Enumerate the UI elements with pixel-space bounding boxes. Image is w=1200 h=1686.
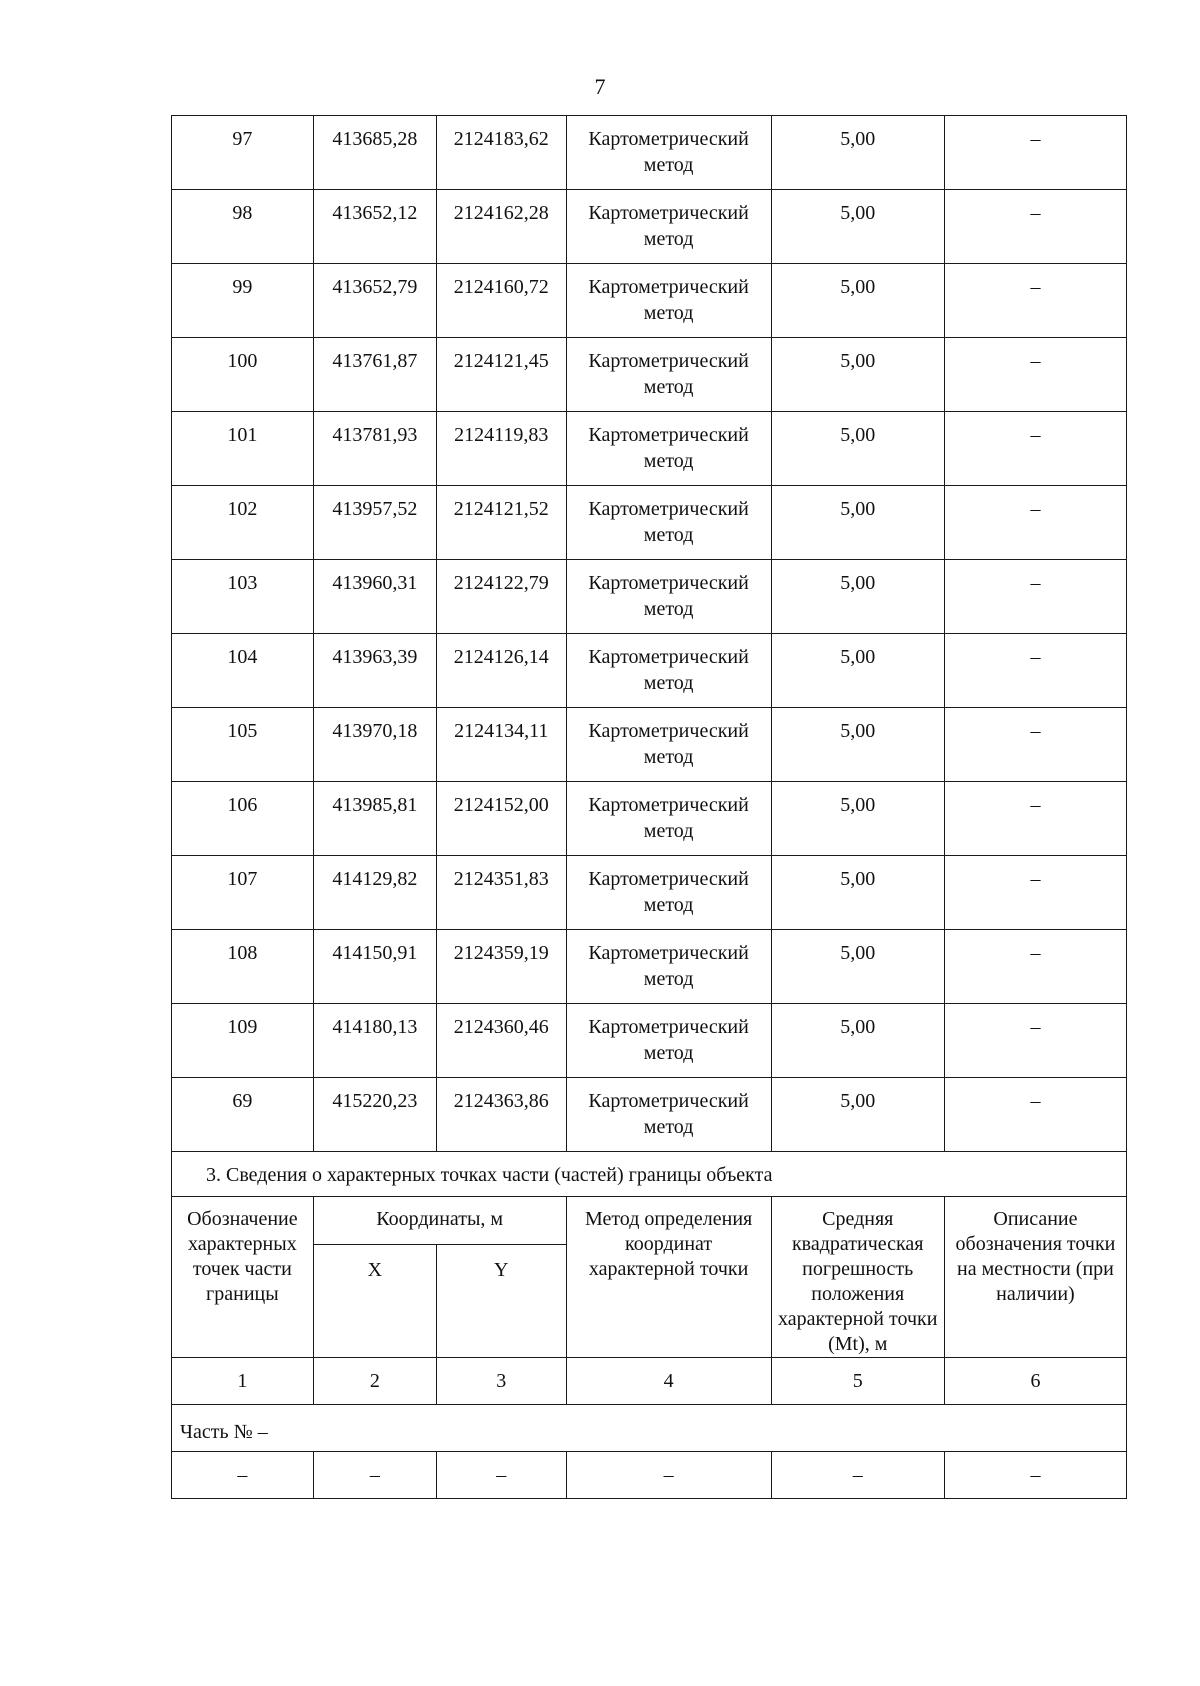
coordinate-x-cell: 415220,23 xyxy=(313,1078,436,1152)
description-cell: – xyxy=(944,486,1126,560)
table-row xyxy=(172,930,1127,1004)
method-cell: Картометрический метод xyxy=(566,264,771,338)
section3-header-row xyxy=(172,1197,1127,1245)
method-cell: Картометрический метод xyxy=(566,708,771,782)
description-cell: – xyxy=(944,412,1126,486)
coordinate-x-cell: 414129,82 xyxy=(313,856,436,930)
page-number: 7 xyxy=(594,74,606,99)
point-id-cell: 106 xyxy=(172,782,314,856)
description-cell: – xyxy=(944,856,1126,930)
empty-cell: – xyxy=(436,1452,566,1499)
accuracy-cell: 5,00 xyxy=(771,560,944,634)
accuracy-cell: 5,00 xyxy=(771,634,944,708)
coordinate-x-cell: 413970,18 xyxy=(313,708,436,782)
coordinate-y-cell: 2124183,62 xyxy=(436,116,566,190)
table-row xyxy=(172,486,1127,560)
point-id-cell: 107 xyxy=(172,856,314,930)
point-id-cell: 108 xyxy=(172,930,314,1004)
accuracy-cell: 5,00 xyxy=(771,116,944,190)
coordinate-y-cell: 2124122,79 xyxy=(436,560,566,634)
table-row xyxy=(172,782,1127,856)
header-method: Метод определения координат характерной точки xyxy=(566,1197,771,1358)
description-cell: – xyxy=(944,190,1126,264)
empty-data-row xyxy=(172,1452,1127,1499)
method-cell: Картометрический метод xyxy=(566,486,771,560)
method-cell: Картометрический метод xyxy=(566,1078,771,1152)
points-table-body xyxy=(172,116,1127,1152)
coordinate-y-cell: 2124126,14 xyxy=(436,634,566,708)
point-id-cell: 97 xyxy=(172,116,314,190)
coordinate-y-cell: 2124162,28 xyxy=(436,190,566,264)
description-cell: – xyxy=(944,708,1126,782)
column-number: 2 xyxy=(313,1358,436,1405)
section3-title: 3. Сведения о характерных точках части (частей) границы объекта xyxy=(172,1152,1127,1197)
table-row xyxy=(172,856,1127,930)
point-id-cell: 104 xyxy=(172,634,314,708)
description-cell: – xyxy=(944,782,1126,856)
point-id-cell: 103 xyxy=(172,560,314,634)
method-cell: Картометрический метод xyxy=(566,560,771,634)
accuracy-cell: 5,00 xyxy=(771,1078,944,1152)
description-cell: – xyxy=(944,338,1126,412)
accuracy-cell: 5,00 xyxy=(771,412,944,486)
accuracy-cell: 5,00 xyxy=(771,708,944,782)
coordinate-x-cell: 413960,31 xyxy=(313,560,436,634)
table-row xyxy=(172,264,1127,338)
coordinate-x-cell: 413685,28 xyxy=(313,116,436,190)
column-number: 1 xyxy=(172,1358,314,1405)
empty-cell: – xyxy=(172,1452,314,1499)
header-coordinates: Координаты, м xyxy=(313,1197,566,1245)
coordinate-y-cell: 2124152,00 xyxy=(436,782,566,856)
column-number: 4 xyxy=(566,1358,771,1405)
table-row xyxy=(172,1078,1127,1152)
coordinate-y-cell: 2124359,19 xyxy=(436,930,566,1004)
method-cell: Картометрический метод xyxy=(566,930,771,1004)
point-id-cell: 99 xyxy=(172,264,314,338)
accuracy-cell: 5,00 xyxy=(771,486,944,560)
description-cell: – xyxy=(944,1078,1126,1152)
description-cell: – xyxy=(944,1004,1126,1078)
empty-cell: – xyxy=(313,1452,436,1499)
point-id-cell: 69 xyxy=(172,1078,314,1152)
table-row xyxy=(172,634,1127,708)
method-cell: Картометрический метод xyxy=(566,412,771,486)
coordinate-y-cell: 2124134,11 xyxy=(436,708,566,782)
part-row xyxy=(172,1405,1127,1452)
header-point-designation: Обозначение характерных точек части границы xyxy=(172,1197,314,1358)
method-cell: Картометрический метод xyxy=(566,856,771,930)
method-cell: Картометрический метод xyxy=(566,338,771,412)
coordinate-y-cell: 2124160,72 xyxy=(436,264,566,338)
method-cell: Картометрический метод xyxy=(566,116,771,190)
section3-title-row xyxy=(172,1152,1127,1197)
coordinate-x-cell: 413985,81 xyxy=(313,782,436,856)
description-cell: – xyxy=(944,930,1126,1004)
table-row xyxy=(172,1004,1127,1078)
section3-body xyxy=(172,1152,1127,1499)
table-row xyxy=(172,116,1127,190)
method-cell: Картометрический метод xyxy=(566,634,771,708)
empty-cell: – xyxy=(771,1452,944,1499)
coordinate-x-cell: 413957,52 xyxy=(313,486,436,560)
accuracy-cell: 5,00 xyxy=(771,930,944,1004)
accuracy-cell: 5,00 xyxy=(771,264,944,338)
empty-cell: – xyxy=(944,1452,1126,1499)
table-row xyxy=(172,560,1127,634)
coordinate-x-cell: 413652,79 xyxy=(313,264,436,338)
point-id-cell: 105 xyxy=(172,708,314,782)
coordinate-x-cell: 413781,93 xyxy=(313,412,436,486)
point-id-cell: 100 xyxy=(172,338,314,412)
coordinate-x-cell: 413761,87 xyxy=(313,338,436,412)
coordinate-y-cell: 2124351,83 xyxy=(436,856,566,930)
description-cell: – xyxy=(944,560,1126,634)
table-row xyxy=(172,708,1127,782)
accuracy-cell: 5,00 xyxy=(771,782,944,856)
table-row xyxy=(172,412,1127,486)
column-number: 5 xyxy=(771,1358,944,1405)
part-label: Часть № – xyxy=(172,1405,1127,1452)
coordinate-x-cell: 413963,39 xyxy=(313,634,436,708)
description-cell: – xyxy=(944,116,1126,190)
accuracy-cell: 5,00 xyxy=(771,1004,944,1078)
empty-cell: – xyxy=(566,1452,771,1499)
table-row xyxy=(172,338,1127,412)
description-cell: – xyxy=(944,264,1126,338)
method-cell: Картометрический метод xyxy=(566,1004,771,1078)
coordinates-table xyxy=(171,115,1127,1499)
coordinate-x-cell: 413652,12 xyxy=(313,190,436,264)
method-cell: Картометрический метод xyxy=(566,782,771,856)
point-id-cell: 102 xyxy=(172,486,314,560)
method-cell: Картометрический метод xyxy=(566,190,771,264)
table-row xyxy=(172,190,1127,264)
header-x: X xyxy=(313,1245,436,1358)
coordinate-x-cell: 414150,91 xyxy=(313,930,436,1004)
accuracy-cell: 5,00 xyxy=(771,856,944,930)
column-number: 6 xyxy=(944,1358,1126,1405)
accuracy-cell: 5,00 xyxy=(771,190,944,264)
header-accuracy: Средняя квадратическая погрешность положения характерной точки (Mt), м xyxy=(771,1197,944,1358)
coordinate-x-cell: 414180,13 xyxy=(313,1004,436,1078)
description-cell: – xyxy=(944,634,1126,708)
point-id-cell: 98 xyxy=(172,190,314,264)
coordinate-y-cell: 2124363,86 xyxy=(436,1078,566,1152)
column-number: 3 xyxy=(436,1358,566,1405)
header-y: Y xyxy=(436,1245,566,1358)
coordinate-y-cell: 2124119,83 xyxy=(436,412,566,486)
coordinate-y-cell: 2124360,46 xyxy=(436,1004,566,1078)
header-description: Описание обозначения точки на местности (при наличии) xyxy=(944,1197,1126,1358)
point-id-cell: 101 xyxy=(172,412,314,486)
accuracy-cell: 5,00 xyxy=(771,338,944,412)
coordinate-y-cell: 2124121,45 xyxy=(436,338,566,412)
column-number-row xyxy=(172,1358,1127,1405)
point-id-cell: 109 xyxy=(172,1004,314,1078)
coordinate-y-cell: 2124121,52 xyxy=(436,486,566,560)
